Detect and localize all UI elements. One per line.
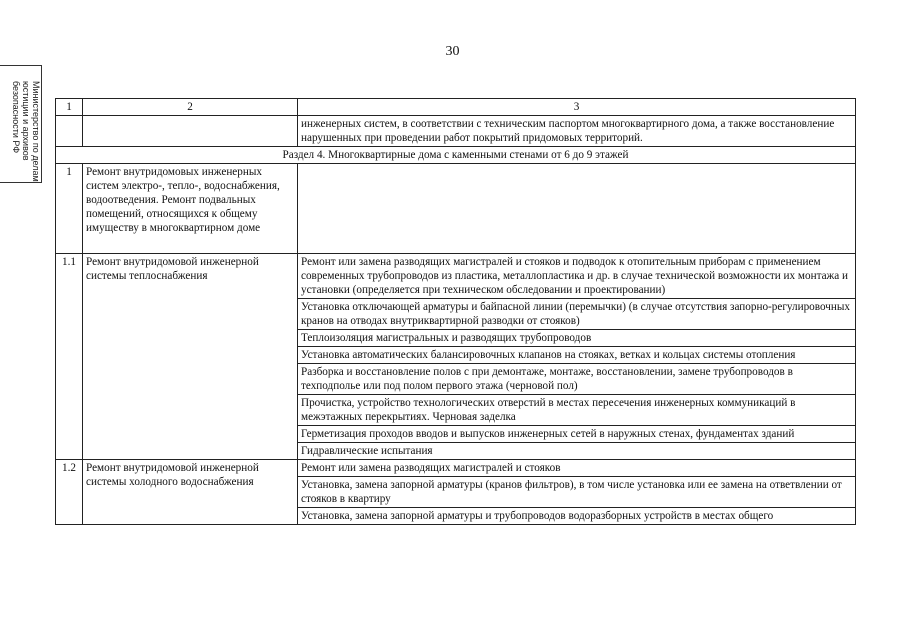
row-work: Ремонт или замена разводящих магистралей и стояков и подводок к отопительным приборам с применением современных трубопроводов из пластика, металлопластика и др. в случае технической возможности их монтажа и установки (определяется при техническом обследовании и проектировании)	[298, 254, 856, 299]
stamp-line: юстиции и архивов	[21, 81, 31, 161]
section-row	[56, 147, 856, 164]
empty-cell	[56, 116, 83, 147]
stamp-line: безопасности РФ	[11, 81, 21, 154]
row-name: Ремонт внутридомовой инженерной системы холодного водоснабжения	[83, 460, 298, 525]
continuation-text: инженерных систем, в соответствии с техническим паспортом многоквартирного дома, а также восстановление нарушенных при проведении работ покрытий придомовых территорий.	[298, 116, 856, 147]
row-work	[298, 164, 856, 254]
empty-cell	[83, 116, 298, 147]
header-col-2: 2	[83, 99, 298, 116]
row-work: Установка отключающей арматуры и байпасной линии (перемычки) (в случае отсутствия запорно-регулировочных кранов на отводах внутриквартирной разводки от стояков)	[298, 299, 856, 330]
row-name: Ремонт внутридомовой инженерной системы теплоснабжения	[83, 254, 298, 460]
table-row	[56, 460, 856, 477]
continuation-row	[56, 116, 856, 147]
table-row	[56, 164, 856, 254]
row-number: 1.2	[56, 460, 83, 525]
header-col-3: 3	[298, 99, 856, 116]
page-number: 30	[445, 44, 460, 59]
section-title: Раздел 4. Многоквартирные дома с каменными стенами от 6 до 9 этажей	[56, 147, 856, 164]
row-work: Теплоизоляция магистральных и разводящих трубопроводов	[298, 330, 856, 347]
row-number: 1.1	[56, 254, 83, 460]
row-work: Установка, замена запорной арматуры (кранов фильтров), в том числе установка или ее замена на ответвлении от стояков в квартиру	[298, 477, 856, 508]
row-work: Установка автоматических балансировочных клапанов на стояках, ветках и кольцах системы отопления	[298, 347, 856, 364]
table-row	[56, 254, 856, 299]
row-name: Ремонт внутридомовых инженерных систем электро-, тепло-, водоснабжения, водоотведения. Ремонт подвальных помещений, относящихся к общему имуществу в многоквартирном доме	[83, 164, 298, 254]
row-work: Прочистка, устройство технологических отверстий в местах пересечения инженерных коммуникаций в межэтажных перекрытиях. Черновая заделка	[298, 395, 856, 426]
works-table	[55, 98, 856, 525]
row-work: Разборка и восстановление полов с при демонтаже, монтаже, восстановлении, замене трубопроводов в техподполье или под полом первого этажа (черновой пол)	[298, 364, 856, 395]
registration-stamp	[0, 65, 42, 183]
row-work: Ремонт или замена разводящих магистралей и стояков	[298, 460, 856, 477]
header-col-1: 1	[56, 99, 83, 116]
row-work: Герметизация проходов вводов и выпусков инженерных сетей в наружных стенах, фундаментах зданий	[298, 426, 856, 443]
table-header-row	[56, 99, 856, 116]
stamp-line: Министерство по делам	[31, 81, 41, 182]
row-work: Гидравлические испытания	[298, 443, 856, 460]
row-number: 1	[56, 164, 83, 254]
row-work: Установка, замена запорной арматуры и трубопроводов водоразборных устройств в местах общего	[298, 508, 856, 525]
stamp-text	[11, 81, 41, 199]
